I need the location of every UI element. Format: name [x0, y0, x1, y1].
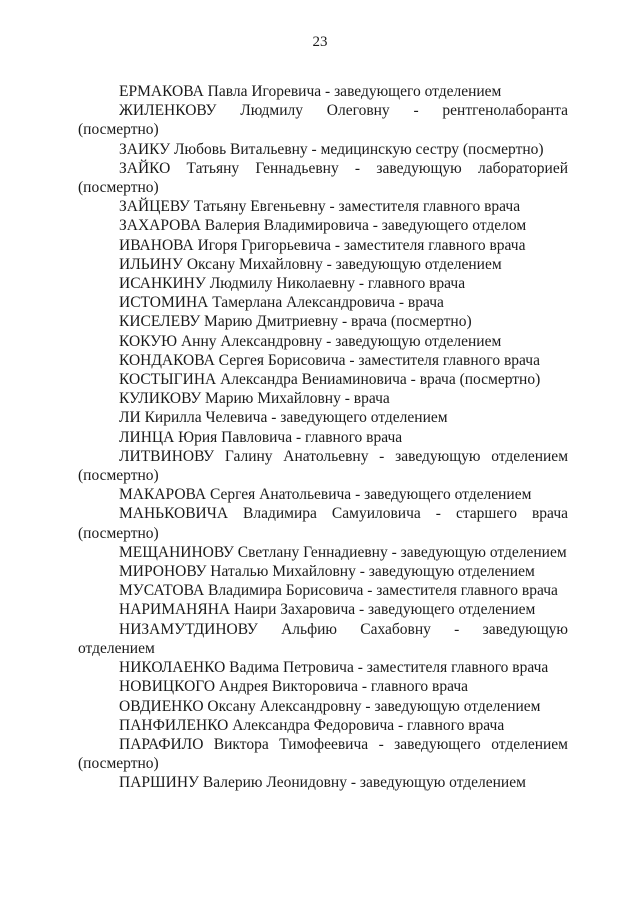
list-item: ЗАХАРОВА Валерия Владимировича - заведующего отделом [119, 217, 527, 235]
list-item: МУСАТОВА Владимира Борисовича - заместителя главного врача [119, 582, 558, 600]
list-item: ОВДИЕНКО Оксану Александровну - заведующую отделением [119, 697, 541, 715]
list-item: МАНЬКОВИЧА Владимира Самуиловича - старшего врача (посмертно) [78, 505, 568, 542]
list-item: КОНДАКОВА Сергея Борисовича - заместителя главного врача [119, 351, 540, 369]
list-item: ПАРАФИЛО Виктора Тимофеевича - заведующего отделением (посмертно) [78, 735, 568, 773]
list-item: НИКОЛАЕНКО Вадима Петровича - заместителя главного врача [119, 659, 549, 677]
list-item: КОКУЮ Анну Александровну - заведующую отделением [119, 332, 502, 350]
list-item: МИРОНОВУ Наталью Михайловну - заведующую отделением [119, 563, 535, 581]
page-number: 23 [312, 34, 328, 50]
list-item: ЖИЛЕНКОВУ Людмилу Олеговну - рентгенолаборанта (посмертно) [78, 102, 568, 139]
list-item: КОСТЫГИНА Александра Вениаминовича - врача (посмертно) [119, 371, 541, 389]
list-item: НОВИЦКОГО Андрея Викторовича - главного врача [119, 678, 469, 696]
list-item: ЗАЙЦЕВУ Татьяну Евгеньевну - заместителя главного врача [119, 198, 521, 216]
list-item: МАКАРОВА Сергея Анатольевича - заведующего отделением [119, 486, 532, 504]
list-item: НИЗАМУТДИНОВУ Альфию Сахабовну - заведующую отделением [78, 620, 568, 657]
list-item: ЛИНЦА Юрия Павловича - главного врача [119, 428, 403, 446]
list-item: ИСТОМИНА Тамерлана Александровича - врача [119, 294, 444, 312]
list-item: ИВАНОВА Игоря Григорьевича - заместителя главного врача [119, 236, 526, 254]
list-item: КУЛИКОВУ Марию Михайловну - врача [119, 390, 390, 408]
list-item: МЕЩАНИНОВУ Светлану Геннадиевну - заведующую отделением [119, 543, 567, 561]
list-item: КИСЕЛЕВУ Марию Дмитриевну - врача (посмертно) [119, 313, 472, 331]
list-item: ЕРМАКОВА Павла Игоревича - заведующего отделением [119, 83, 502, 100]
list-item: ЗАЙКО Татьяну Геннадьевну - заведующую лабораторией (посмертно) [78, 159, 568, 197]
list-item: ИЛЬИНУ Оксану Михайловну - заведующую отделением [119, 255, 502, 273]
list-item: ЛИ Кирилла Челевича - заведующего отделением [119, 409, 448, 427]
list-item: НАРИМАНЯНА Наири Захаровича - заведующего отделением [119, 601, 536, 619]
list-item: ЛИТВИНОВУ Галину Анатольевну - заведующую отделением (посмертно) [78, 447, 568, 485]
list-item: ПАРШИНУ Валерию Леонидовну - заведующую отделением [119, 774, 526, 792]
list-item: ЗАИКУ Любовь Витальевну - медицинскую сестру (посмертно) [119, 140, 544, 158]
list-item: ИСАНКИНУ Людмилу Николаевну - главного врача [119, 275, 466, 293]
award-list [78, 82, 568, 793]
list-item: ПАНФИЛЕНКО Александра Федоровича - главного врача [119, 716, 505, 734]
